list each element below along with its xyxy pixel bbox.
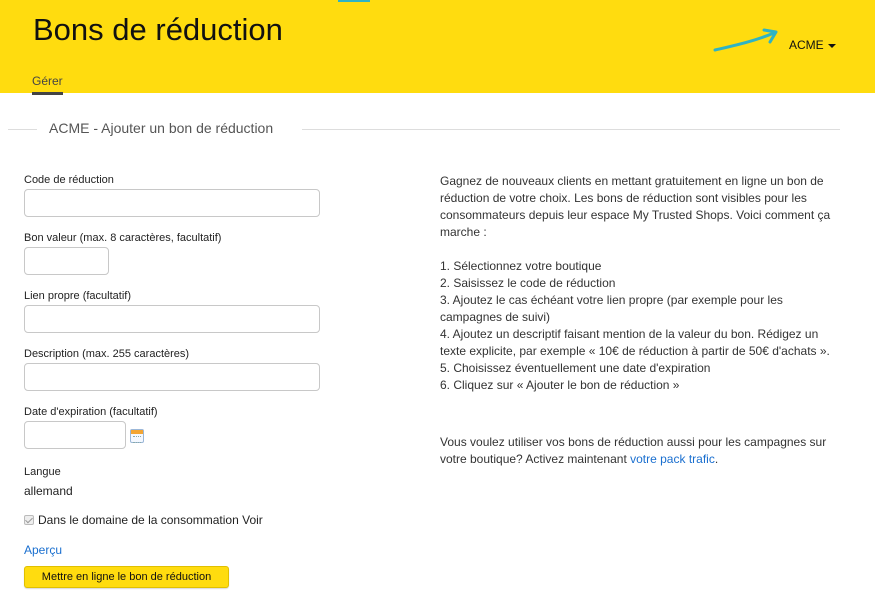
language-label: Langue <box>24 466 61 478</box>
code-input[interactable] <box>24 189 320 217</box>
header-bar <box>0 0 875 93</box>
step-1: 1. Sélectionnez votre boutique <box>440 259 602 273</box>
description-input[interactable] <box>24 363 320 391</box>
expiry-label: Date d'expiration (facultatif) <box>24 406 158 418</box>
page-title: Bons de réduction <box>33 12 283 47</box>
caret-down-icon <box>828 44 836 48</box>
info-outro-body: Vous voulez utiliser vos bons de réduction aussi pour les campagnes sur votre boutique? Activez maintenant <box>440 435 827 466</box>
preview-link[interactable]: Aperçu <box>24 543 63 557</box>
consumer-checkbox[interactable] <box>24 515 34 525</box>
description-label: Description (max. 255 caractères) <box>24 348 190 360</box>
traffic-pack-link[interactable]: votre pack trafic <box>630 452 715 466</box>
calendar-icon[interactable] <box>130 429 144 443</box>
submit-voucher-button[interactable]: Mettre en ligne le bon de réduction <box>24 566 229 588</box>
info-outro-text <box>440 434 840 468</box>
step-6: 6. Cliquez sur « Ajouter le bon de réduction » <box>440 378 680 392</box>
arrow-icon <box>712 26 784 56</box>
consumer-checkbox-row[interactable] <box>24 513 263 527</box>
section-divider-right <box>302 129 840 130</box>
info-intro <box>440 173 840 241</box>
consumer-checkbox-label: Dans le domaine de la consommation Voir <box>38 513 263 527</box>
own-link-input[interactable] <box>24 305 320 333</box>
own-link-label: Lien propre (facultatif) <box>24 290 131 302</box>
language-value: allemand <box>24 484 73 498</box>
voucher-value-input[interactable] <box>24 247 109 275</box>
info-steps <box>440 258 840 394</box>
info-outro <box>440 434 840 468</box>
top-accent-mark <box>338 0 370 2</box>
step-3: 3. Ajoutez le cas échéant votre lien propre (par exemple pour les campagnes de suivi) <box>440 293 783 324</box>
expiry-date-input[interactable] <box>24 421 126 449</box>
tab-manage[interactable]: Gérer <box>32 74 63 95</box>
info-outro-end: . <box>714 452 719 466</box>
account-dropdown[interactable] <box>789 38 836 52</box>
code-label: Code de réduction <box>24 174 114 186</box>
section-divider-left <box>8 129 37 130</box>
voucher-value-label: Bon valeur (max. 8 caractères, facultatif) <box>24 232 222 244</box>
account-label: ACME <box>789 38 824 52</box>
step-4: 4. Ajoutez un descriptif faisant mention de la valeur du bon. Rédigez un texte explicite, par exemple « 10€ de réduction à partir de 50€ d'achats ». <box>440 327 830 358</box>
section-title: ACME - Ajouter un bon de réduction <box>49 120 274 136</box>
step-5: 5. Choisissez éventuellement une date d'expiration <box>440 361 711 375</box>
info-intro-text: Gagnez de nouveaux clients en mettant gratuitement en ligne un bon de réduction de votre choix. Les bons de réduction sont visibles pour les consommateurs depuis leur espace My Trusted Shops. Voici comment ça marche : <box>440 174 831 239</box>
step-2: 2. Saisissez le code de réduction <box>440 276 616 290</box>
